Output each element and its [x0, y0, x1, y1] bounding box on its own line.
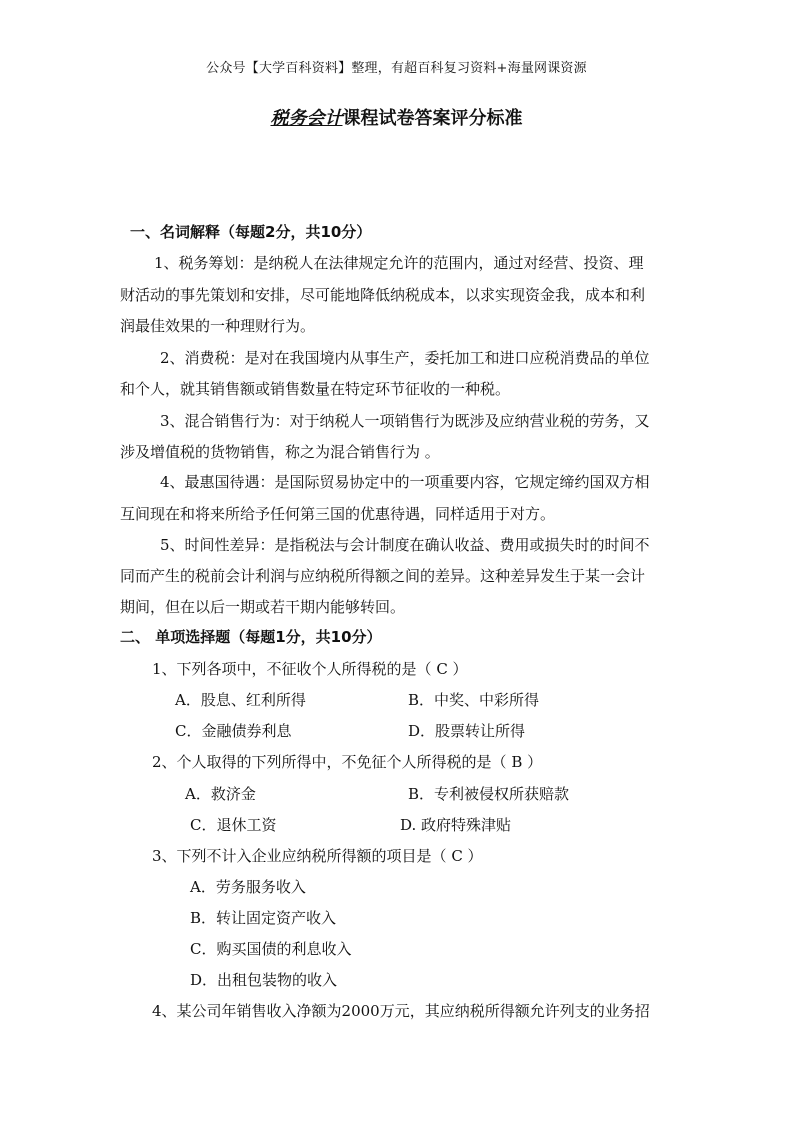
- title-subject: 税务会计: [270, 108, 343, 129]
- question-1-option-b: B．中奖、中彩所得: [408, 691, 540, 709]
- title-rest: 课程试卷答案评分标准: [342, 108, 523, 129]
- term-5-line-3: 期间，但在以后一期或若干期内能够转回。: [120, 598, 406, 616]
- question-3-option-b: B．转让固定资产收入: [190, 909, 337, 927]
- term-1-line-1: 1、税务筹划：是纳税人在法律规定允许的范围内，通过对经营、投资、理: [154, 254, 644, 272]
- question-4-stem: 4、某公司年销售收入净额为2000万元，其应纳税所得额允许列支的业务招: [152, 1002, 650, 1020]
- question-3-option-c: C．购买国债的利息收入: [190, 940, 352, 958]
- term-4-line-2: 互间现在和将来所给予任何第三国的优惠待遇，同样适用于对方。: [120, 505, 556, 523]
- term-1-line-3: 润最佳效果的一种理财行为。: [120, 317, 316, 335]
- question-3-option-d: D．出租包装物的收入: [190, 971, 338, 989]
- question-2-option-a: A．救济金: [185, 785, 256, 803]
- term-3-line-2: 涉及增值税的货物销售，称之为混合销售行为 。: [120, 443, 440, 461]
- question-1-option-c: C．金融债券利息: [175, 722, 292, 740]
- section-heading-1: 一、名词解释（每题2分，共10分）: [130, 223, 372, 241]
- term-4-line-1: 4、最惠国待遇：是国际贸易协定中的一项重要内容，它规定缔约国双方相: [160, 473, 650, 491]
- question-1-option-a: A．股息、红利所得: [175, 691, 306, 709]
- question-2-option-b: B．专利被侵权所获赔款: [408, 785, 570, 803]
- term-3-line-1: 3、混合销售行为：对于纳税人一项销售行为既涉及应纳营业税的劳务，又: [160, 412, 650, 430]
- question-2-stem: 2、个人取得的下列所得中，不免征个人所得税的是（ B ）: [152, 753, 543, 771]
- section-heading-2: 二、 单项选择题（每题1分，共10分）: [120, 628, 382, 646]
- question-3-option-a: A．劳务服务收入: [190, 878, 306, 896]
- question-3-stem: 3、下列不计入企业应纳税所得额的项目是（ C ）: [152, 847, 483, 865]
- question-1-stem: 1、下列各项中，不征收个人所得税的是（ C ）: [152, 660, 468, 678]
- term-2-line-2: 和个人，就其销售额或销售数量在特定环节征收的一种税。: [120, 380, 511, 398]
- question-2-option-d: D. 政府特殊津贴: [400, 816, 512, 834]
- term-5-line-2: 同而产生的税前会计利润与应纳税所得额之间的差异。这种差异发生于某一会计: [120, 567, 646, 585]
- term-2-line-1: 2、消费税：是对在我国境内从事生产，委托加工和进口应税消费品的单位: [160, 349, 650, 367]
- question-2-option-c: C．退休工资: [190, 816, 277, 834]
- term-1-line-2: 财活动的事先策划和安排，尽可能地降低纳税成本，以求实现资金我，成本和利: [120, 286, 646, 304]
- header-note: 公众号【大学百科资料】整理，有超百科复习资料+海量网课资源: [206, 61, 587, 76]
- question-1-option-d: D．股票转让所得: [408, 722, 526, 740]
- term-5-line-1: 5、时间性差异：是指税法与会计制度在确认收益、费用或损失时的时间不: [160, 536, 650, 554]
- page-title: [0, 104, 793, 130]
